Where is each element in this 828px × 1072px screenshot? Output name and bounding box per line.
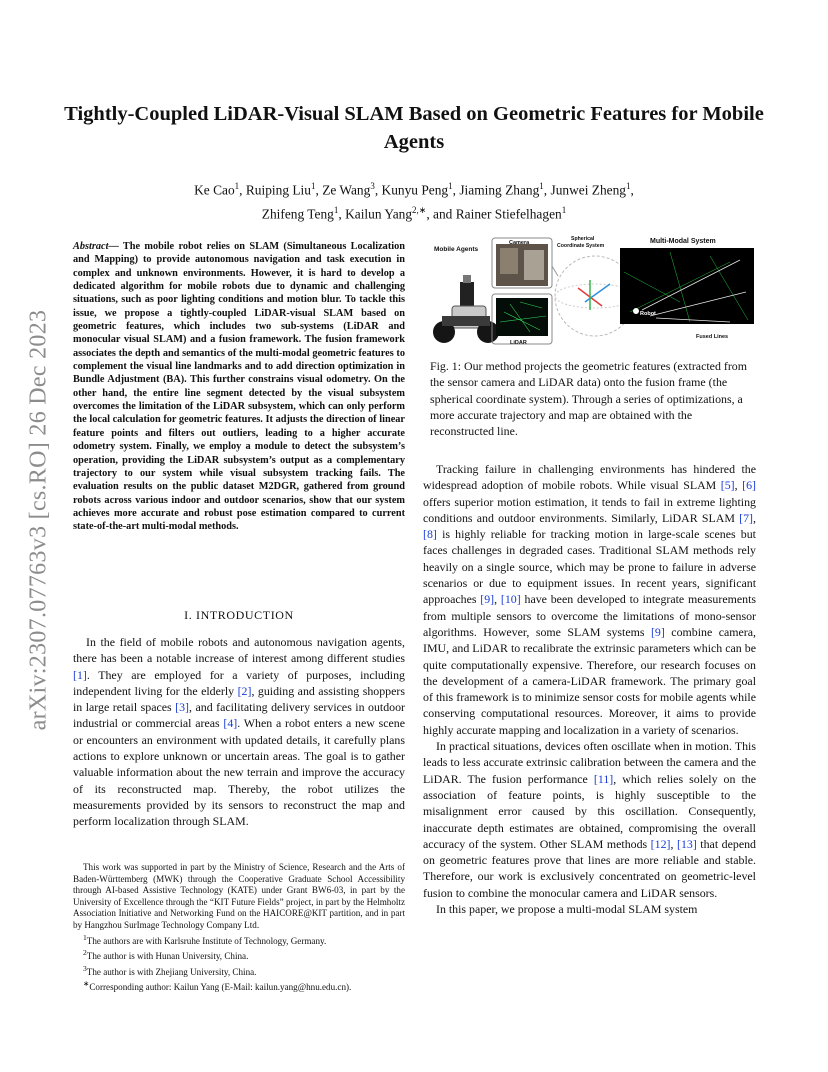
author-name: Ruiping Liu	[245, 182, 311, 198]
paragraph-practical-situations: In practical situations, devices often oscillate when in motion. This leads to less accurate extrinsic calibration between the camera and the LiDAR. The fusion performance [11], which relies solely on the association of feature points, is highly susceptible to the misalignment error caused by this oscillation. Consequently, inaccurate depth estimates are obtained, compromising the overall accuracy of the system. Other SLAM methods [12], [13] that depend on geometric features prove that lines are more reliable and stable. Therefore, our work is exclusively concentrated on geometric-level fusion to combine the monocular camera and LiDAR sensors.	[423, 739, 757, 900]
author-list: Ke Cao$^1$, Ruiping Liu$^1$, Ze Wang$^3$, Kunyu Peng$^1$, Jiaming Zhang$^1$, Junwei Zheng$^1$, Zhifeng Teng$^1$, Kailun Yang$^{2,∗}$, and Rainer Stiefelhagen$^1$	[194, 181, 634, 222]
figure-1	[430, 232, 756, 350]
arxiv-identifier: arXiv:2307.07763v3 [cs.RO] 26 Dec 2023	[25, 309, 52, 731]
footnote-text: The authors are with Karlsruhe Institute of Technology, Germany.	[86, 935, 327, 946]
label-lidar: LiDAR	[510, 340, 527, 346]
author-affiliation-mark: 1	[448, 181, 453, 191]
footnote-mark: ∗	[83, 979, 90, 989]
citation-link[interactable]: [5]	[720, 478, 735, 493]
introduction-text	[73, 634, 405, 830]
footnote-text: Corresponding author: Kailun Yang (E-Mail: kailun.yang@hnu.edu.cn).	[89, 982, 352, 993]
citation-link[interactable]: [13]	[676, 836, 697, 851]
citation-link[interactable]: [2]	[237, 683, 252, 698]
label-mobile-agents: Mobile Agents	[434, 246, 479, 253]
footnote-mark: 2	[83, 948, 87, 958]
robot-marker	[633, 308, 639, 314]
abstract	[73, 240, 405, 534]
robot-illustration	[433, 275, 499, 343]
text-run: . When a robot enters a new scene or encounters an environment with updated details, it carefully plans actions to explore unknown or uncertain areas. The goal is to gather valuable information about the new terrain and improve the accuracy of its reconstructed map. Thereby, the robot utilizes the measurements provided by its sensors to reconstruct the map and perform localization through SLAM.	[73, 716, 405, 829]
arxiv-sidebar	[22, 285, 56, 755]
footnotes	[73, 862, 405, 994]
text-run: . They are employed for a variety of purposes, including independent living for the elderly	[73, 667, 405, 698]
figure-1-caption: Fig. 1: Our method projects the geometric features (extracted from the sensor camera and LiDAR data) onto the fusion frame (the spherical coordinate system). Through a series of optimizations, a more accurate trajectory and map are obtained with the reconstructed line.	[430, 359, 747, 439]
footnote-4	[73, 978, 405, 994]
footnote-text: The author is with Hunan University, China.	[86, 951, 249, 962]
citation-link[interactable]: [6]	[742, 478, 756, 493]
label-fused-lines: Fused Lines	[696, 334, 729, 340]
funding-footnote: This work was supported in part by the Ministry of Science, Research and the Arts of Baden-Württemberg (MWK) through the Cooperative Graduate School Accessibility through AI-based Assistive Technology (KATE) under Grant BW6-03, in part by the University of Excellence through the “KIT Future Fields” project, in part by the Helmholtz Association Initiative and Networking Fund on the HAICORE@KIT partition, and in part by Hangzhou SurImage Technology Company Ltd.	[73, 862, 405, 930]
footnote-3	[73, 963, 405, 979]
abstract-text: — The mobile robot relies on SLAM (Simultaneous Localization and Mapping) to provide autonomous navigation and task execution in complex and unknown environments. However, it is hard to develop a dedicated algorithm for mobile robots due to dynamic and challenging situations, such as poor lighting conditions and motion blur. To tackle this issue, we propose a tightly-coupled LiDAR-visual SLAM based on geometric features, which includes two sub-systems (LiDAR and monocular visual SLAM) and a fusion framework. The fusion framework associates the depth and semantics of the multi-modal geometric features to complement the visual line landmarks and to add direction optimization in Bundle Adjustment (BA). This further constrains visual odometry. On the other hand, the entire line segment detected by the visual subsystem overcomes the limitation of the LiDAR subsystem, which can only perform the local calculation for geometric features. It adjusts the direction of linear feature points and filters out outliers, leading to a higher accurate odometry system. Finally, we employ a module to detect the subsystem’s operation, providing the LiDAR subsystem’s output as a complementary trajectory to our system while visual subsystem tracking fails. The evaluation results on the public dataset M2DGR, gathered from ground robots across various indoor and outdoor scenarios, show that our system achieves more accurate and robust pose estimation compared to current state-of-the-art multi-modal methods.	[73, 241, 405, 533]
introduction-continued	[423, 461, 756, 917]
author-name: Kailun Yang	[345, 206, 413, 222]
citation-link[interactable]: [12]	[650, 836, 671, 851]
footnote-text: The author is with Zhejiang University, China.	[86, 966, 257, 977]
abstract-label: Abstract	[73, 241, 109, 252]
author-affiliation-mark: 1	[234, 181, 240, 191]
text-run: , and facilitating delivery services in outdoor industrial or commercial areas	[73, 700, 405, 731]
author-affiliation-mark: 3	[370, 181, 375, 191]
label-coordinate-system: Coordinate System	[557, 243, 605, 249]
citation-link[interactable]: [1]	[73, 667, 87, 682]
citation-link[interactable]: [8]	[423, 527, 437, 542]
citation-link[interactable]: [11]	[593, 771, 614, 786]
citation-link[interactable]: [9]	[650, 624, 665, 639]
text-run: In the field of mobile robots and autonomous navigation agents, there has been a notable increase of interest among different studies	[73, 635, 405, 666]
paper-title: Tightly-Coupled LiDAR-Visual SLAM Based on Geometric Features for Mobile Agents	[64, 103, 764, 153]
citation-link[interactable]: [7]	[739, 510, 754, 525]
footnote-1	[73, 932, 405, 948]
author-name: Rainer Stiefelhagen	[455, 206, 562, 222]
author-name: Zhifeng Teng	[261, 206, 334, 222]
author-affiliation-mark: 1	[561, 205, 567, 216]
label-camera: Camera	[509, 240, 530, 246]
citation-link[interactable]: [4]	[223, 716, 238, 731]
citation-link[interactable]: [9]	[480, 592, 495, 607]
footnote-mark: 1	[83, 932, 87, 942]
author-affiliation-mark: 1	[626, 181, 631, 191]
section-heading-introduction: I. INTRODUCTION	[184, 608, 294, 622]
footnote-mark: 3	[83, 963, 87, 973]
paragraph-tracking-failure: Tracking failure in challenging environments has hindered the widespread adoption of mobile robots. While visual SLAM [5], [6] offers superior motion estimation, it tends to fail in extreme lighting conditions and outdoor environments. Similarly, LiDAR SLAM [7], [8] is highly reliable for tracking motion in large-scale scenes but faces challenges in degraded cases. Traditional SLAM methods rely heavily on a single source, which may be prone to failure in adverse scenarios or due to equipment issues. In recent years, significant approaches [9], [10] have been developed to integrate measurements from multiple sensors to overcome the limitations of mono-sensor algorithms. However, some SLAM systems [9] combine camera, IMU, and LiDAR to recalibrate the extrinsic parameters which can be quite computationally expensive. Therefore, our research focuses on the development of a camera-LiDAR framework. The primary goal of this framework is to minimize sensor costs for mobile agents while conserving computational resources. Moreover, it aims to provide highly accurate mapping and localization in a variety of scenarios.	[423, 462, 757, 737]
author-affiliation-mark: 1	[539, 181, 544, 191]
label-spherical: Spherical	[571, 236, 595, 242]
author-name: Kunyu Peng	[381, 182, 449, 198]
figure-1-graphic	[430, 232, 756, 350]
author-name: Jiaming Zhang	[459, 182, 540, 198]
intro-paragraph	[73, 634, 405, 830]
paragraph-this-paper: In this paper, we propose a multi-modal SLAM system	[436, 902, 698, 917]
author-name: Junwei Zheng	[550, 182, 626, 198]
label-multimodal: Multi-Modal System	[650, 238, 716, 245]
author-name: Ke Cao	[194, 182, 235, 198]
citation-link[interactable]: [10]	[500, 592, 521, 607]
label-robot: Robot	[640, 311, 656, 317]
text-run: , guiding and assisting shoppers in large retail spaces	[73, 683, 405, 715]
citation-link[interactable]: [3]	[175, 700, 190, 715]
author-name: Ze Wang	[322, 182, 371, 198]
footnote-2	[73, 947, 405, 963]
author-affiliation-mark: 2,∗	[412, 205, 427, 216]
author-affiliation-mark: 1	[333, 205, 339, 216]
author-affiliation-mark: 1	[310, 181, 316, 191]
